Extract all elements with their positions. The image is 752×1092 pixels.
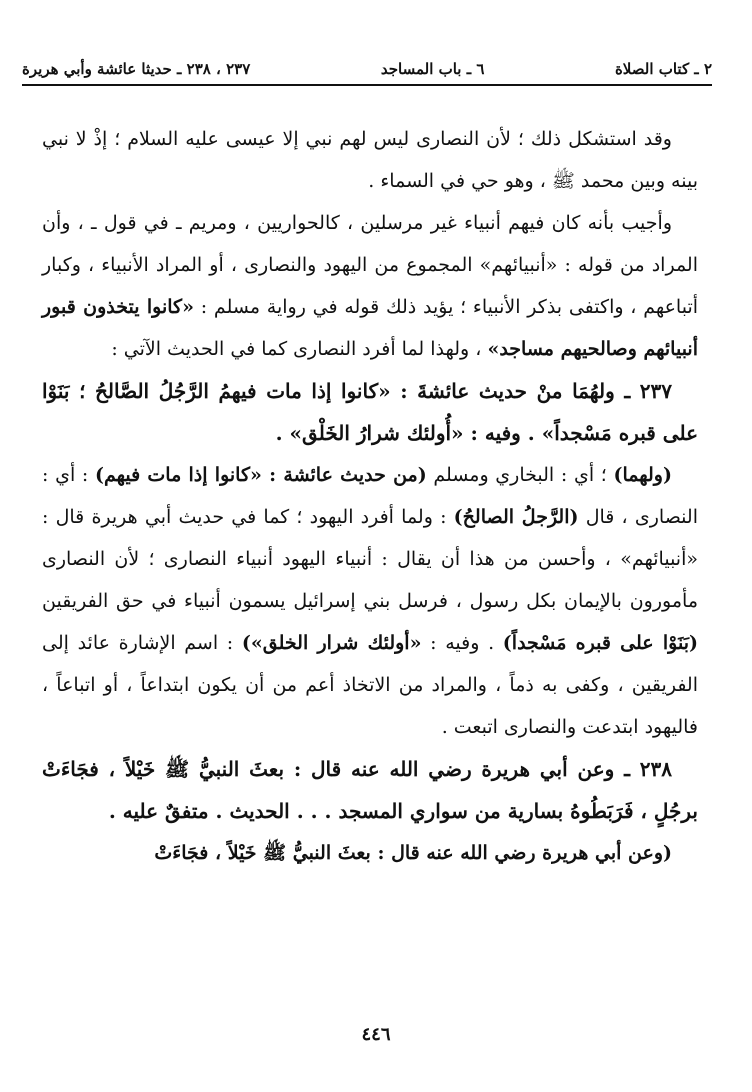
commentary-term-worst-creation: «أولئك شرار الخلق») [241, 632, 422, 654]
paragraph-commentary-238 [42, 832, 698, 874]
page-number: ٤٤٦ [361, 1024, 391, 1045]
header-book-title: ٢ ـ كتاب الصلاة [614, 60, 712, 78]
commentary-text-3: : ولما أفرد اليهود ؛ كما في حديث أبي هريرة قال : «أنبيائهم» ، وأحسن من هذا أن يقال : أنبياء اليهود أنبياء النصارى ؛ لأن النصارى مأمورون بالإيمان بكل رسول ، فرسل بني إسرائيل يسمون أنبياء في حق الفريقين [42, 506, 698, 612]
hadith-238-text: ٢٣٨ ـ وعن أبي هريرة رضي الله عنه قال : بعثَ النبيُّ ﷺ خَيْلاً ، فجَاءَتْ برجُلٍ ، فَرَبَطُوهُ بسارية من سواري المسجد . . . الحديث . متفقٌ عليه . [42, 757, 698, 823]
commentary-term-righteous-man: (الرَّجلُ الصالحُ) [453, 506, 579, 528]
hadith-238 [42, 748, 698, 832]
commentary-text-2: : أي : النصارى ، قال [42, 464, 698, 528]
paragraph-answer [42, 202, 698, 370]
commentary-term-wa-lahuma: (ولهما) [613, 464, 672, 486]
body-text [42, 118, 698, 874]
commentary-term-built-mosque: (بَنَوْا على قبره مَسْجداً) [502, 632, 699, 654]
paragraph-commentary-237 [42, 454, 698, 748]
commentary-238-text: (وعن أبي هريرة رضي الله عنه قال : بعثَ النبيُّ ﷺ خَيْلاً ، فجَاءَتْ [154, 842, 672, 864]
commentary-text-4: . وفيه : [430, 632, 495, 654]
hadith-237-text: ٢٣٧ ـ ولهُمَا منْ حديث عائشةَ : «كانوا إذا مات فيهمُ الرَّجُلُ الصَّالحُ ؛ بَنَوْا على قبره مَسْجداً» . وفيه : «أُولئك شرارُ الخَلْق» . [42, 379, 698, 445]
paragraph-objection [42, 118, 698, 202]
header-hadith-range: ٢٣٧ ، ٢٣٨ ـ حديثا عائشة وأبي هريرة [22, 60, 251, 78]
commentary-text-1: ؛ أي : البخاري ومسلم [433, 464, 607, 486]
header-chapter-title: ٦ ـ باب المساجد [380, 60, 485, 78]
header-divider [22, 84, 712, 86]
running-header [22, 44, 712, 78]
muslim-narration-quote: «كانوا يتخذون قبور أنبيائهم وصالحيهم مساجد» [42, 296, 698, 360]
paragraph-answer-text: وأجيب بأنه كان فيهم أنبياء غير مرسلين ، كالحواريين ، ومريم ـ في قول ـ ، وأن المراد من قوله : «أنبيائهم» المجموع من اليهود والنصارى ، أو المراد الأنبياء ، وكبار أتباعهم ، واكتفى بذكر الأنبياء ؛ يؤيد ذلك قوله في رواية مسلم : [42, 212, 699, 318]
hadith-237 [42, 370, 698, 454]
paragraph-objection-text: وقد استشكل ذلك ؛ لأن النصارى ليس لهم نبي إلا عيسى عليه السلام ؛ إذْ لا نبي بينه وبين محمد ﷺ ، وهو حي في السماء . [42, 128, 698, 192]
commentary-text-5: : اسم الإشارة عائد إلى الفريقين ، وكفى به ذماً ، والمراد من الاتخاذ أعم من أن يكون ابتداعاً ، أو اتباعاً ، فاليهود ابتدعت والنصارى اتبعت . [42, 632, 698, 738]
paragraph-answer-tail: ، ولهذا لما أفرد النصارى كما في الحديث الآتي : [111, 338, 482, 360]
commentary-term-hadith-aisha: (من حديث عائشة : «كانوا إذا مات فيهم) [94, 464, 427, 486]
